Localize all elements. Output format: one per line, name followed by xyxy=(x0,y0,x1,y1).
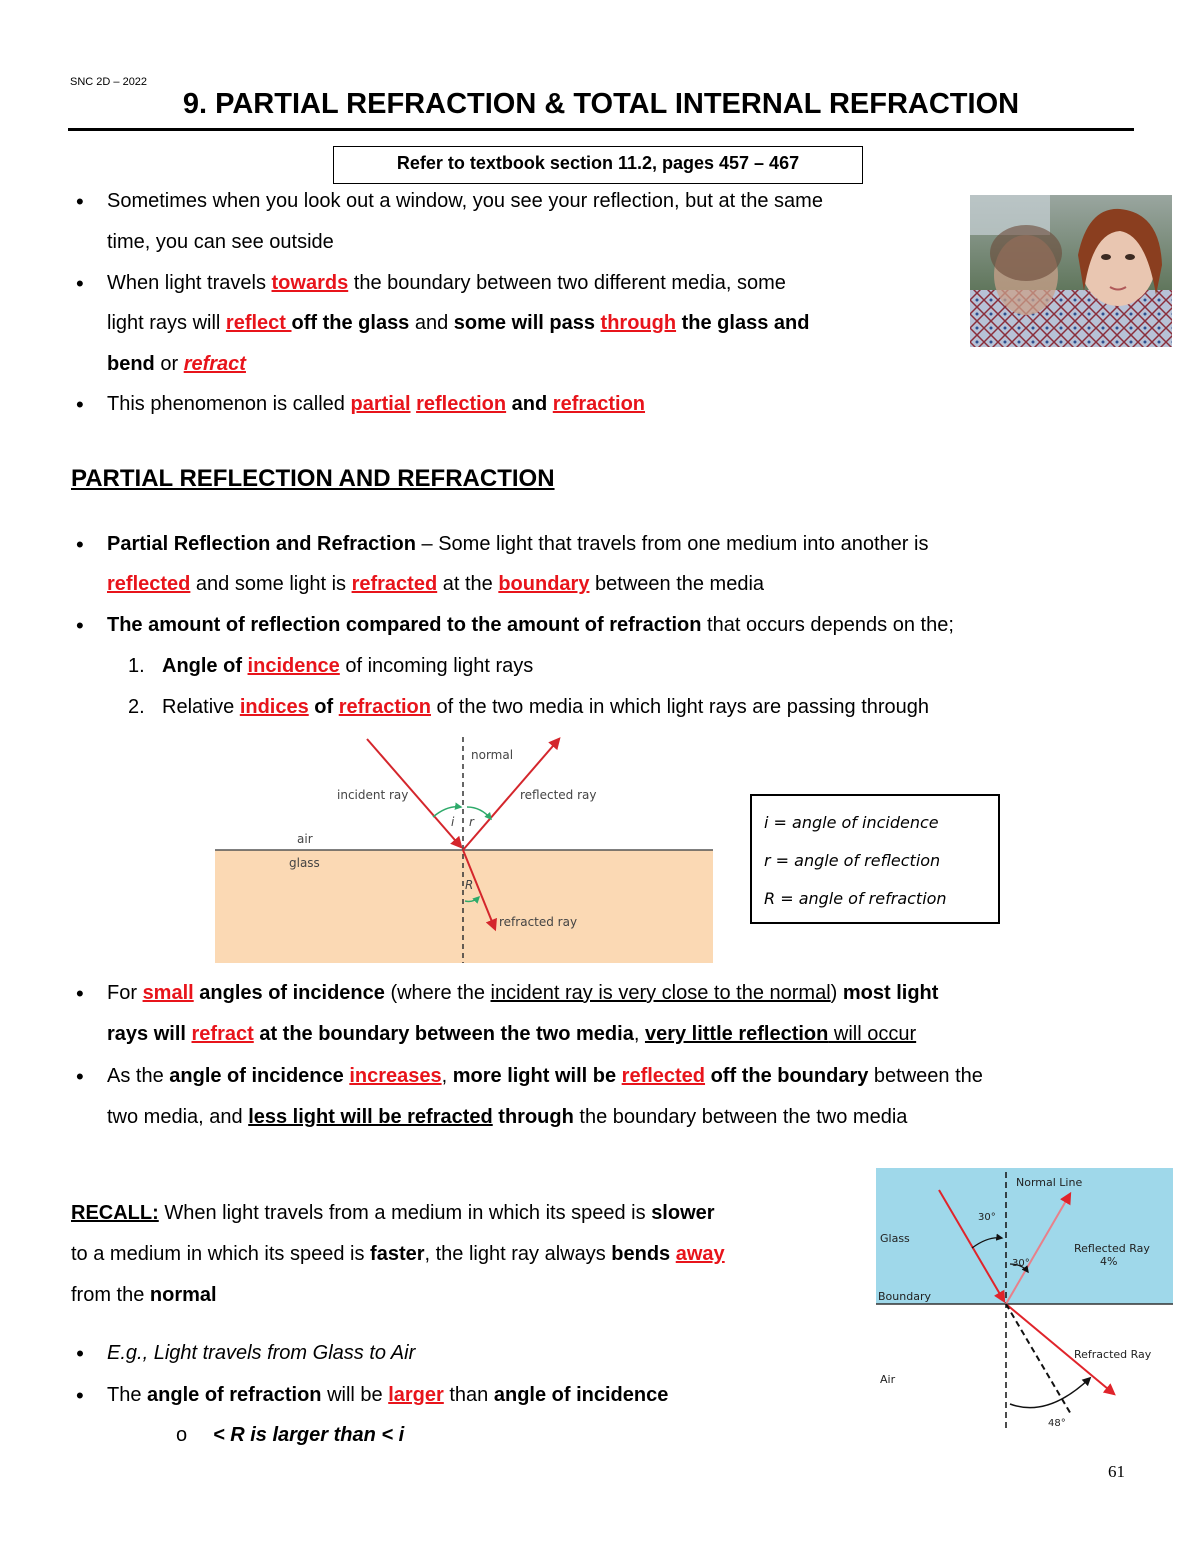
reflected-label: reflected ray xyxy=(520,788,597,802)
recall-text: faster xyxy=(370,1243,425,1265)
air-label: air xyxy=(297,832,313,846)
angle-48-arc xyxy=(1010,1378,1090,1408)
keyword: partial xyxy=(350,393,411,415)
keyword: refract xyxy=(183,353,246,375)
angle-text: angles of incidence xyxy=(193,982,385,1004)
window-reflection-photo xyxy=(970,195,1172,347)
air-label: Air xyxy=(880,1373,896,1386)
angle-text: will occur xyxy=(828,1023,917,1045)
incident-label: incident ray xyxy=(337,788,409,802)
keyword: increases xyxy=(349,1065,442,1087)
intro-text: This phenomenon is called xyxy=(107,393,351,415)
list-text: of the two media in which light rays are passing through xyxy=(430,696,930,718)
intro-bullet-1 xyxy=(107,181,823,222)
angle-i-arc xyxy=(433,807,461,817)
keyword: incidence xyxy=(247,655,340,677)
keyword: boundary xyxy=(498,573,590,595)
angle-text: two media, and xyxy=(107,1106,249,1128)
intro-text: the boundary between two different media, some xyxy=(348,272,786,294)
recall-line-3 xyxy=(71,1275,217,1316)
definition-bullet xyxy=(107,524,928,565)
recall-label: RECALL: xyxy=(71,1202,159,1224)
list-text: Relative xyxy=(162,696,240,718)
recall-text: will be xyxy=(321,1384,389,1406)
definition-text: between the media xyxy=(589,573,765,595)
angle-text: incident ray is very close to the normal xyxy=(490,982,831,1004)
angle-legend xyxy=(750,794,1000,924)
increase-angle-line xyxy=(107,1097,907,1138)
recall-text: The xyxy=(107,1384,148,1406)
angle-text: most light xyxy=(842,982,939,1004)
keyword: reflection xyxy=(416,393,507,415)
keyword: reflect xyxy=(225,312,292,334)
glass-label: glass xyxy=(289,856,320,870)
keyword: larger xyxy=(388,1384,444,1406)
example-bullet xyxy=(107,1333,415,1374)
refracted-ray-label: Refracted Ray xyxy=(1074,1348,1152,1361)
refracted-label: refracted ray xyxy=(499,915,578,929)
angle-text: more light will be xyxy=(452,1065,617,1087)
angle-text: very little reflection xyxy=(644,1023,829,1045)
intro-text: When light travels xyxy=(107,272,272,294)
keyword: through xyxy=(600,312,677,334)
recall-text: When light travels from a medium in which its speed is xyxy=(158,1202,652,1224)
recall-text: slower xyxy=(651,1202,715,1224)
amount-text: that occurs depends on the; xyxy=(701,614,954,636)
angle-48-label: 48° xyxy=(1048,1418,1066,1429)
section-title: PARTIAL REFLECTION AND REFRACTION xyxy=(71,465,555,492)
keyword: away xyxy=(675,1243,725,1265)
keyword: indices xyxy=(239,696,309,718)
legend-item: i = angle of incidence xyxy=(764,813,939,832)
intro-text: Sometimes when you look out a window, you see your reflection, but at the same xyxy=(107,190,823,212)
list-number: 1. xyxy=(128,655,145,677)
angle-text: less light will be refracted xyxy=(248,1106,493,1128)
keyword: refract xyxy=(191,1023,254,1045)
page-number: 61 xyxy=(1108,1462,1125,1481)
r-label: r xyxy=(469,815,474,829)
definition-line xyxy=(107,564,764,605)
list-text: of xyxy=(308,696,339,718)
keyword: refraction xyxy=(552,393,646,415)
angle-text: the boundary between the two media xyxy=(573,1106,908,1128)
reflected-ray-label: Reflected Ray xyxy=(1074,1242,1150,1255)
legend-item: R = angle of refraction xyxy=(764,889,947,908)
R-label: R xyxy=(465,878,474,892)
angle-text: (where the xyxy=(384,982,491,1004)
intro-text: some will pass xyxy=(453,312,601,334)
recall-text: than xyxy=(443,1384,494,1406)
recall-text: normal xyxy=(149,1284,217,1306)
intro-text: the glass and xyxy=(676,312,810,334)
title-rule xyxy=(68,128,1134,131)
glass-label: Glass xyxy=(880,1232,910,1245)
intro-bullet-3 xyxy=(107,384,645,425)
intro-text: time, you can see outside xyxy=(107,231,334,253)
list-item-1 xyxy=(162,646,533,687)
recall-text: bends xyxy=(611,1243,671,1265)
amount-bullet xyxy=(107,605,954,646)
intro-bullet-2 xyxy=(107,263,786,304)
angle-text: rays will xyxy=(107,1023,192,1045)
angle-30-label-2: 30° xyxy=(1012,1258,1030,1269)
keyword: reflected xyxy=(107,573,191,595)
recall-text: angle of incidence xyxy=(493,1384,669,1406)
increase-angle-bullet xyxy=(107,1056,983,1097)
boundary-label: Boundary xyxy=(878,1290,931,1303)
list-number: 2. xyxy=(128,696,145,718)
angle-text: between the xyxy=(868,1065,983,1087)
page-title: 9. PARTIAL REFRACTION & TOTAL INTERNAL REFRACTION xyxy=(182,88,1020,120)
recall-text: angle of refraction xyxy=(147,1384,322,1406)
recall-line-2 xyxy=(71,1234,725,1275)
list-text: Angle of xyxy=(162,655,248,677)
angle-text: , xyxy=(633,1023,645,1045)
angle-text: ) xyxy=(830,982,843,1004)
example-text: E.g., Light travels from Glass to Air xyxy=(107,1342,416,1364)
small-angle-line xyxy=(107,1014,916,1055)
normal-label: normal xyxy=(471,748,514,762)
legend-item: r = angle of reflection xyxy=(764,851,941,870)
definition-text: – Some light that travels from one medium into another is xyxy=(415,533,929,555)
larger-bullet xyxy=(107,1375,668,1416)
angle-30-label-1: 30° xyxy=(978,1212,996,1223)
intro-line xyxy=(107,344,246,385)
keyword: refracted xyxy=(351,573,438,595)
angle-text: off the boundary xyxy=(710,1065,869,1087)
definition-text: at the xyxy=(437,573,499,595)
small-angle-bullet xyxy=(107,973,938,1014)
intro-text: off the glass xyxy=(291,312,410,334)
intro-text: and xyxy=(409,312,454,334)
sub-bullet-text: < R is larger than < i xyxy=(213,1424,405,1446)
intro-text: or xyxy=(154,353,184,375)
keyword: small xyxy=(142,982,194,1004)
normal-line-label: Normal Line xyxy=(1016,1176,1083,1189)
list-text: of incoming light rays xyxy=(339,655,534,677)
intro-text: and xyxy=(506,393,553,415)
keyword: refraction xyxy=(338,696,431,718)
recall-text: , the light ray always xyxy=(424,1243,612,1265)
intro-text: bend xyxy=(107,353,155,375)
list-item-2 xyxy=(162,687,929,728)
angle-text: through xyxy=(498,1106,574,1128)
keyword: reflected xyxy=(621,1065,706,1087)
amount-text: The amount of reflection compared to the amount of refraction xyxy=(107,614,702,636)
angle-text: angle of incidence xyxy=(169,1065,344,1087)
angle-text: , xyxy=(441,1065,453,1087)
intro-text: light rays will xyxy=(107,312,226,334)
recall-text: from the xyxy=(71,1284,150,1306)
angle-text: For xyxy=(107,982,143,1004)
intro-line xyxy=(107,303,809,344)
definition-text: and some light is xyxy=(190,573,352,595)
angle-text: As the xyxy=(107,1065,170,1087)
textbook-reference: Refer to textbook section 11.2, pages 457 – 467 xyxy=(333,146,863,184)
sub-bullet-marker: o xyxy=(176,1424,188,1446)
term: Partial Reflection and Refraction xyxy=(107,533,416,555)
refraction-diagram xyxy=(215,735,713,963)
keyword: towards xyxy=(271,272,349,294)
reflected-percent: 4% xyxy=(1100,1255,1118,1268)
recall-line-1 xyxy=(71,1193,715,1234)
course-code: SNC 2D – 2022 xyxy=(70,76,148,88)
angle-text: at the boundary between the two media xyxy=(253,1023,634,1045)
i-label: i xyxy=(451,815,455,829)
recall-text: to a medium in which its speed is xyxy=(71,1243,371,1265)
glass-to-air-diagram xyxy=(876,1168,1173,1433)
